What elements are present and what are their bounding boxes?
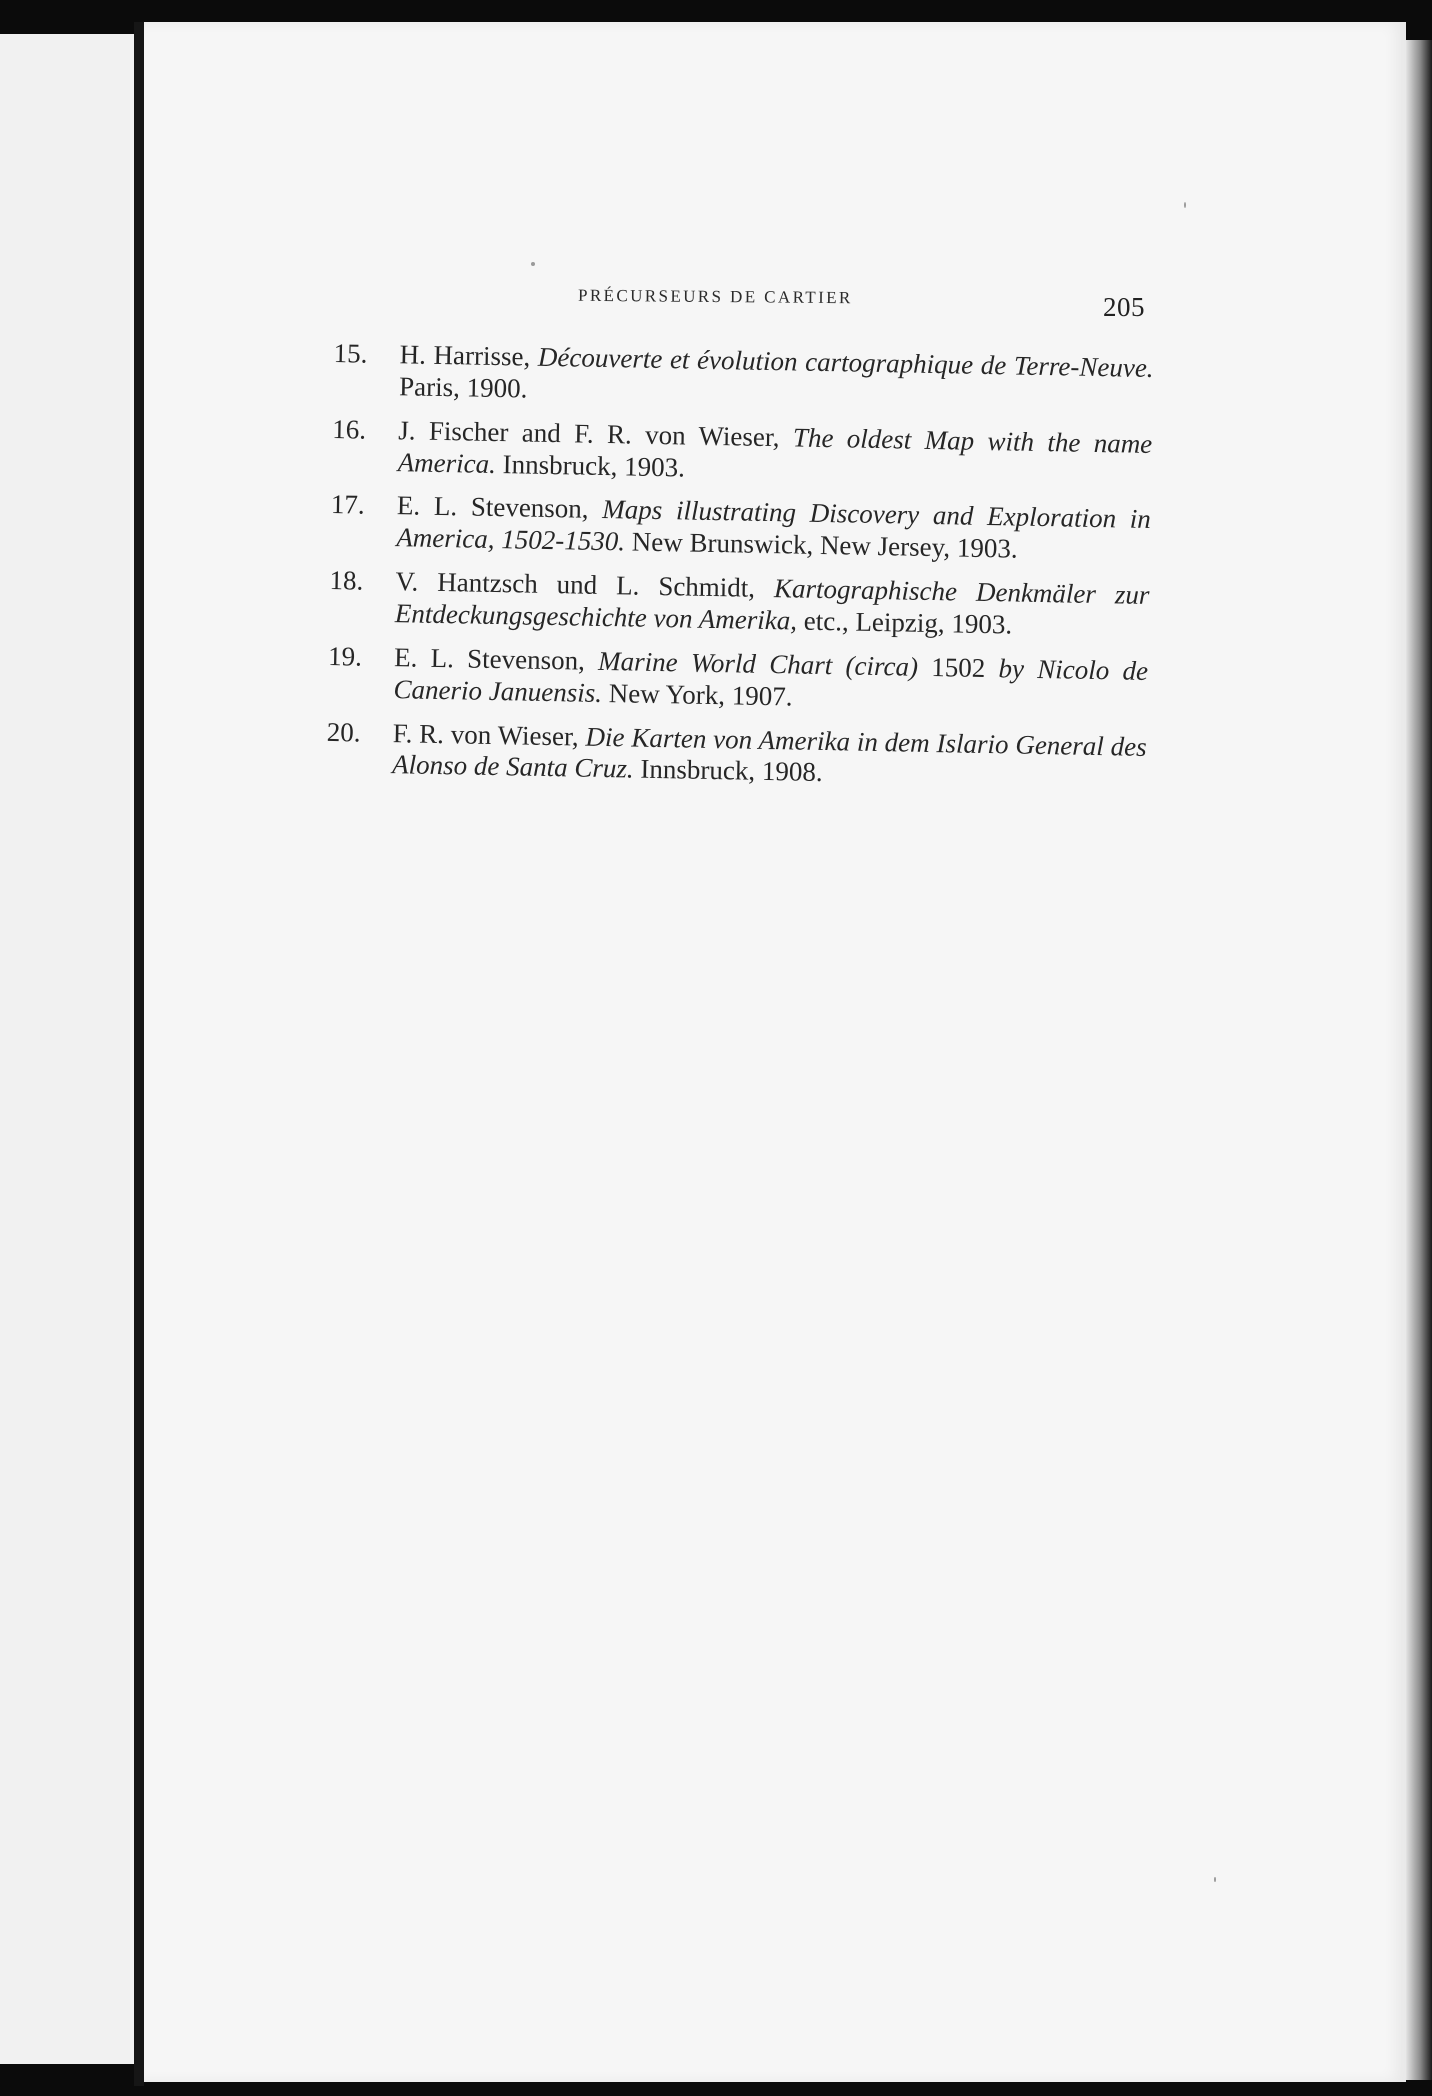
reference-publication: Paris, 1900.	[398, 371, 528, 404]
reference-publication: New York, 1907.	[608, 677, 793, 712]
reference-title: Découverte et évolution cartographique de Terre-Neuve.	[537, 341, 1154, 384]
reference-title: Kartographische Denkmäler zur Entdeckungsgeschichte von Amerika,	[394, 573, 1150, 636]
reference-item	[326, 717, 1147, 796]
reference-number: 18.	[329, 565, 364, 596]
reference-number: 19.	[327, 640, 363, 672]
reference-author: E. L. Stevenson,	[393, 642, 586, 676]
reference-publication: Innsbruck, 1908.	[640, 754, 823, 788]
reference-number: 15.	[333, 338, 368, 369]
reference-publication: Innsbruck, 1903.	[502, 448, 686, 483]
reference-item	[327, 641, 1148, 720]
reference-title: Maps illustrating Discovery and Exploration in America, 1502-1530.	[396, 494, 1152, 557]
paper-speck	[1184, 202, 1186, 208]
reference-title: Die Karten von Amerika in dem Islario General des Alonso de Santa Cruz.	[391, 721, 1147, 785]
reference-number: 17.	[330, 489, 365, 521]
reference-publication: etc., Leipzig, 1903.	[803, 605, 1013, 640]
book-page	[144, 22, 1406, 2082]
reference-publication: New Brunswick, New Jersey, 1903.	[631, 526, 1018, 564]
reference-title: The oldest Map with the name America.	[397, 422, 1153, 479]
page-number: 205	[1103, 292, 1145, 322]
reference-author: V. Hantzsch und L. Schmidt,	[395, 566, 756, 603]
reference-number: 16.	[332, 413, 367, 445]
book-gutter	[134, 22, 144, 2086]
reference-item	[333, 338, 1154, 417]
reference-author: J. Fischer and F. R. von Wieser,	[398, 414, 780, 452]
reference-author: F. R. von Wieser,	[392, 717, 579, 752]
reference-year: 1502	[930, 651, 986, 683]
reference-title: Marine World Chart (circa)	[597, 645, 919, 682]
reference-title-continued: by Nicolo de Canerio Januensis.	[393, 653, 1149, 708]
paper-speck	[531, 262, 535, 266]
reference-number: 20.	[326, 716, 361, 748]
previous-page-edge	[0, 34, 134, 2064]
running-head: PRÉCURSEURS DE CARTIER	[577, 285, 853, 308]
reference-item	[330, 489, 1151, 568]
reference-item	[331, 414, 1152, 493]
reference-item	[329, 565, 1150, 644]
page-edge-shadow	[1406, 40, 1432, 2080]
reference-author: E. L. Stevenson,	[396, 490, 589, 525]
reference-list	[326, 338, 1154, 807]
reference-author: H. Harrisse,	[399, 339, 531, 372]
paper-speck	[1214, 1877, 1216, 1882]
